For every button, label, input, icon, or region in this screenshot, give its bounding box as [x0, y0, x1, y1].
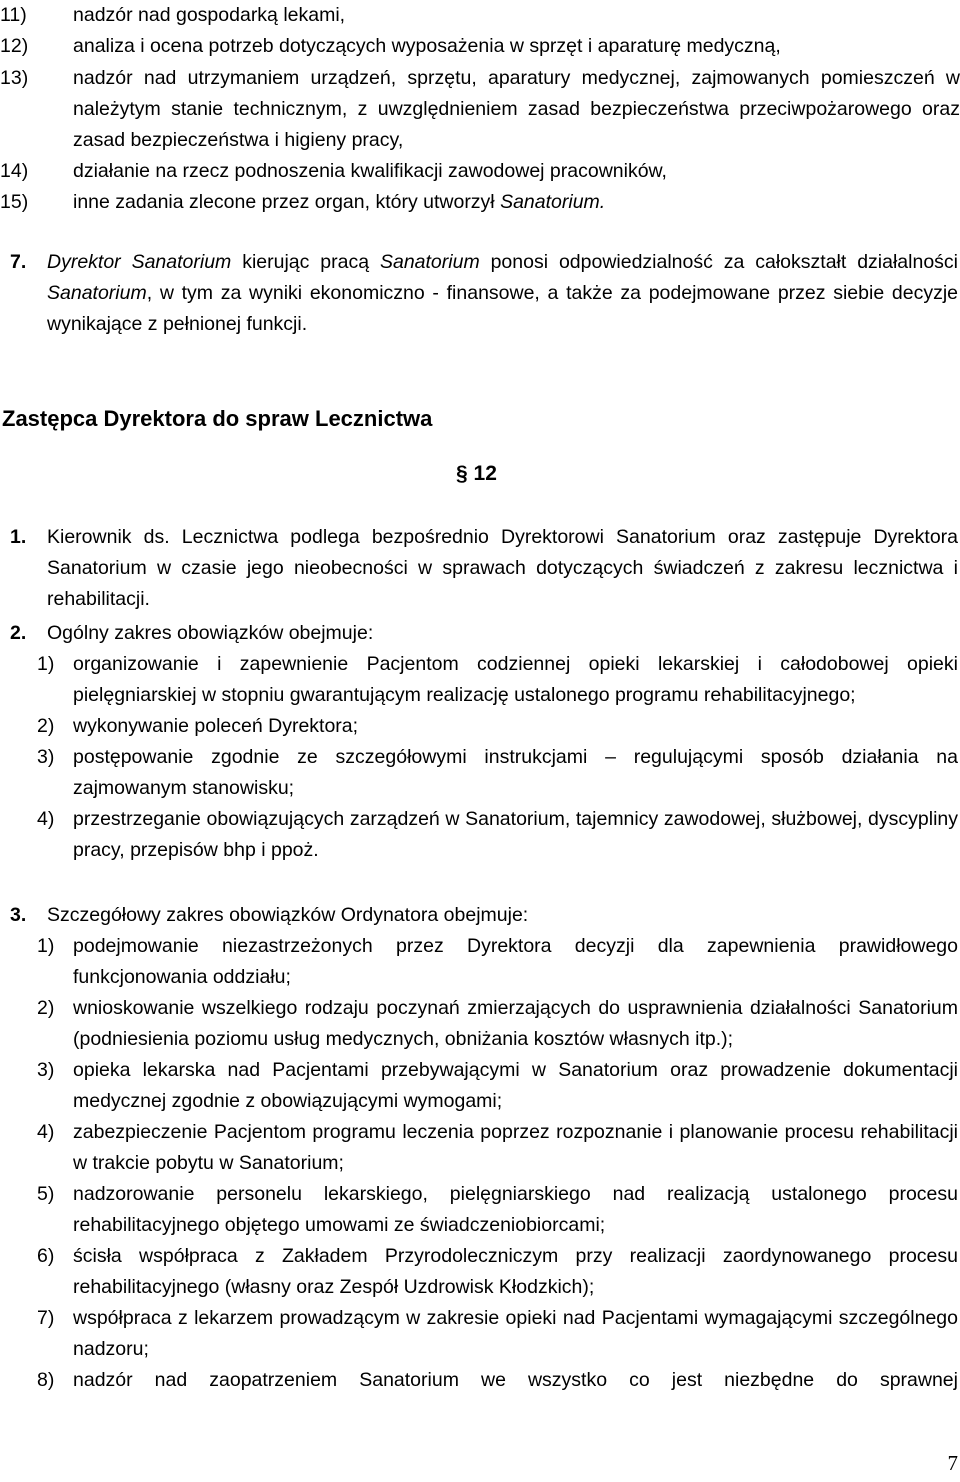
list-text: zabezpieczenie Pacjentom programu leczenia poprzez rozpoznanie i planowanie procesu rehabilitacji w trakcie pobytu w Sanatorium;	[73, 1121, 958, 1174]
list-text: analiza i ocena potrzeb dotyczących wyposażenia w sprzęt i aparaturę medyczną,	[73, 35, 781, 57]
list-text: ścisła współpraca z Zakładem Przyrodoleczniczym przy realizacji zaordynowanego procesu rehabilitacyjnego (własny oraz Zespół Uzdrowisk Kłodzkich);	[73, 1245, 958, 1298]
list-text: wnioskowanie wszelkiego rodzaju poczynań zmierzających do usprawnienia działalności Sanatorium (podniesienia poziomu usług medycznych, obniżania kosztów własnych itp.);	[73, 997, 958, 1050]
list-item	[0, 1303, 958, 1365]
list-item	[0, 1117, 958, 1179]
paragraph-text: ponosi odpowiedzialność za całokształt działalności	[479, 251, 958, 273]
list-number: 3)	[37, 746, 55, 768]
list-item	[0, 1179, 958, 1241]
list-text: nadzorowanie personelu lekarskiego, pielęgniarskiego nad realizacją ustalonego procesu rehabilitacyjnego objętego umowami ze świadczeniobiorcami;	[73, 1183, 958, 1236]
list-item	[0, 0, 960, 31]
paragraph-text: , w tym za wyniki ekonomiczno - finansowe, a także za podejmowane przez siebie decyzje wynikające z pełnionej funkcji.	[47, 282, 958, 335]
list-number: 8)	[37, 1369, 55, 1391]
list-number: 3)	[37, 1059, 55, 1081]
list-number: 2)	[37, 715, 55, 737]
list-text: nadzór nad gospodarką lekami,	[73, 4, 346, 26]
list-item	[0, 649, 958, 711]
list-text: współpraca z lekarzem prowadzącym w zakresie opieki nad Pacjentami wymagającymi szczególnego nadzoru;	[73, 1307, 958, 1360]
page-number: 7	[947, 1451, 958, 1475]
list-number: 12)	[0, 35, 29, 57]
list-item	[0, 1055, 958, 1117]
list-a	[0, 0, 960, 218]
list-text: organizowanie i zapewnienie Pacjentom codziennej opieki lekarskiej i całodobowej opieki pielęgniarskiej w stopniu gwarantującym realizację ustalonego programu rehabilitacyjnego;	[73, 653, 958, 706]
paragraph-text: Szczegółowy zakres obowiązków Ordynatora obejmuje:	[47, 904, 529, 926]
list-text: działanie na rzecz podnoszenia kwalifikacji zawodowej pracowników,	[73, 160, 667, 182]
list-text: nadzór nad zaopatrzeniem Sanatorium we wszystko co jest niezbędne do sprawnej	[73, 1369, 958, 1391]
paragraph-2	[0, 618, 960, 649]
list-item	[0, 156, 960, 187]
list-number: 2)	[37, 997, 55, 1019]
list-number: 4)	[37, 1121, 55, 1143]
list-text: inne zadania zlecone przez organ, który utworzył	[73, 191, 501, 213]
list-c	[0, 931, 960, 1396]
list-item	[0, 187, 960, 218]
list-number: 5)	[37, 1183, 55, 1205]
paragraph-number: 7.	[10, 251, 27, 273]
paragraph-text-italic: Dyrektor Sanatorium	[47, 251, 232, 273]
paragraph-number: 3.	[10, 904, 27, 926]
list-item	[0, 742, 958, 804]
section-heading: Zastępca Dyrektora do spraw Lecznictwa	[2, 406, 433, 431]
list-text: nadzór nad utrzymaniem urządzeń, sprzętu, aparatury medycznej, zajmowanych pomieszczeń w należytym stanie technicznym, z uwzględnieniem zasad bezpieczeństwa przeciwpożarowego oraz zasad bezpieczeństwa i higieny pracy,	[73, 67, 960, 151]
paragraph-1	[0, 522, 960, 615]
list-text: wykonywanie poleceń Dyrektora;	[73, 715, 359, 737]
list-number: 14)	[0, 160, 29, 182]
list-item	[0, 711, 958, 742]
list-item	[0, 1241, 958, 1303]
paragraph-text: Kierownik ds. Lecznictwa podlega bezpośrednio Dyrektorowi Sanatorium oraz zastępuje Dyrektora Sanatorium w czasie jego nieobecności w sprawach dotyczących świadczeń z zakresu lecznictwa i rehabilitacji.	[47, 526, 958, 610]
list-item	[0, 931, 958, 993]
list-text: przestrzeganie obowiązujących zarządzeń w Sanatorium, tajemnicy zawodowej, służbowej, dyscypliny pracy, przepisów bhp i ppoż.	[73, 808, 958, 861]
list-item	[0, 804, 958, 866]
paragraph-number: 1.	[10, 526, 27, 548]
list-text: opieka lekarska nad Pacjentami przebywającymi w Sanatorium oraz prowadzenie dokumentacji medycznej zgodnie z obowiązującymi wymogami;	[73, 1059, 958, 1112]
list-number: 15)	[0, 191, 29, 213]
paragraph-3	[0, 900, 960, 931]
list-b	[0, 649, 960, 866]
list-number: 11)	[0, 4, 27, 26]
list-number: 7)	[37, 1307, 55, 1329]
list-text-italic: Sanatorium.	[500, 191, 606, 213]
paragraph-7	[0, 247, 960, 340]
list-number: 1)	[37, 653, 55, 675]
list-text: postępowanie zgodnie ze szczegółowymi instrukcjami – regulującymi sposób działania na zajmowanym stanowisku;	[73, 746, 958, 799]
list-item	[0, 993, 958, 1055]
paragraph-text-italic: Sanatorium	[379, 251, 480, 273]
list-text: podejmowanie niezastrzeżonych przez Dyrektora decyzji dla zapewnienia prawidłowego funkcjonowania oddziału;	[73, 935, 958, 988]
paragraph-text: Ogólny zakres obowiązków obejmuje:	[47, 622, 374, 644]
list-number: 1)	[37, 935, 55, 957]
paragraph-number: 2.	[10, 622, 27, 644]
section-number: § 12	[456, 462, 497, 485]
paragraph-text: kierując pracą	[231, 251, 380, 273]
paragraph-text-italic: Sanatorium	[47, 282, 147, 304]
list-number: 6)	[37, 1245, 55, 1267]
list-item	[0, 1365, 958, 1396]
list-item	[0, 31, 960, 62]
list-item	[0, 63, 960, 156]
list-number: 4)	[37, 808, 55, 830]
list-number: 13)	[0, 67, 29, 89]
